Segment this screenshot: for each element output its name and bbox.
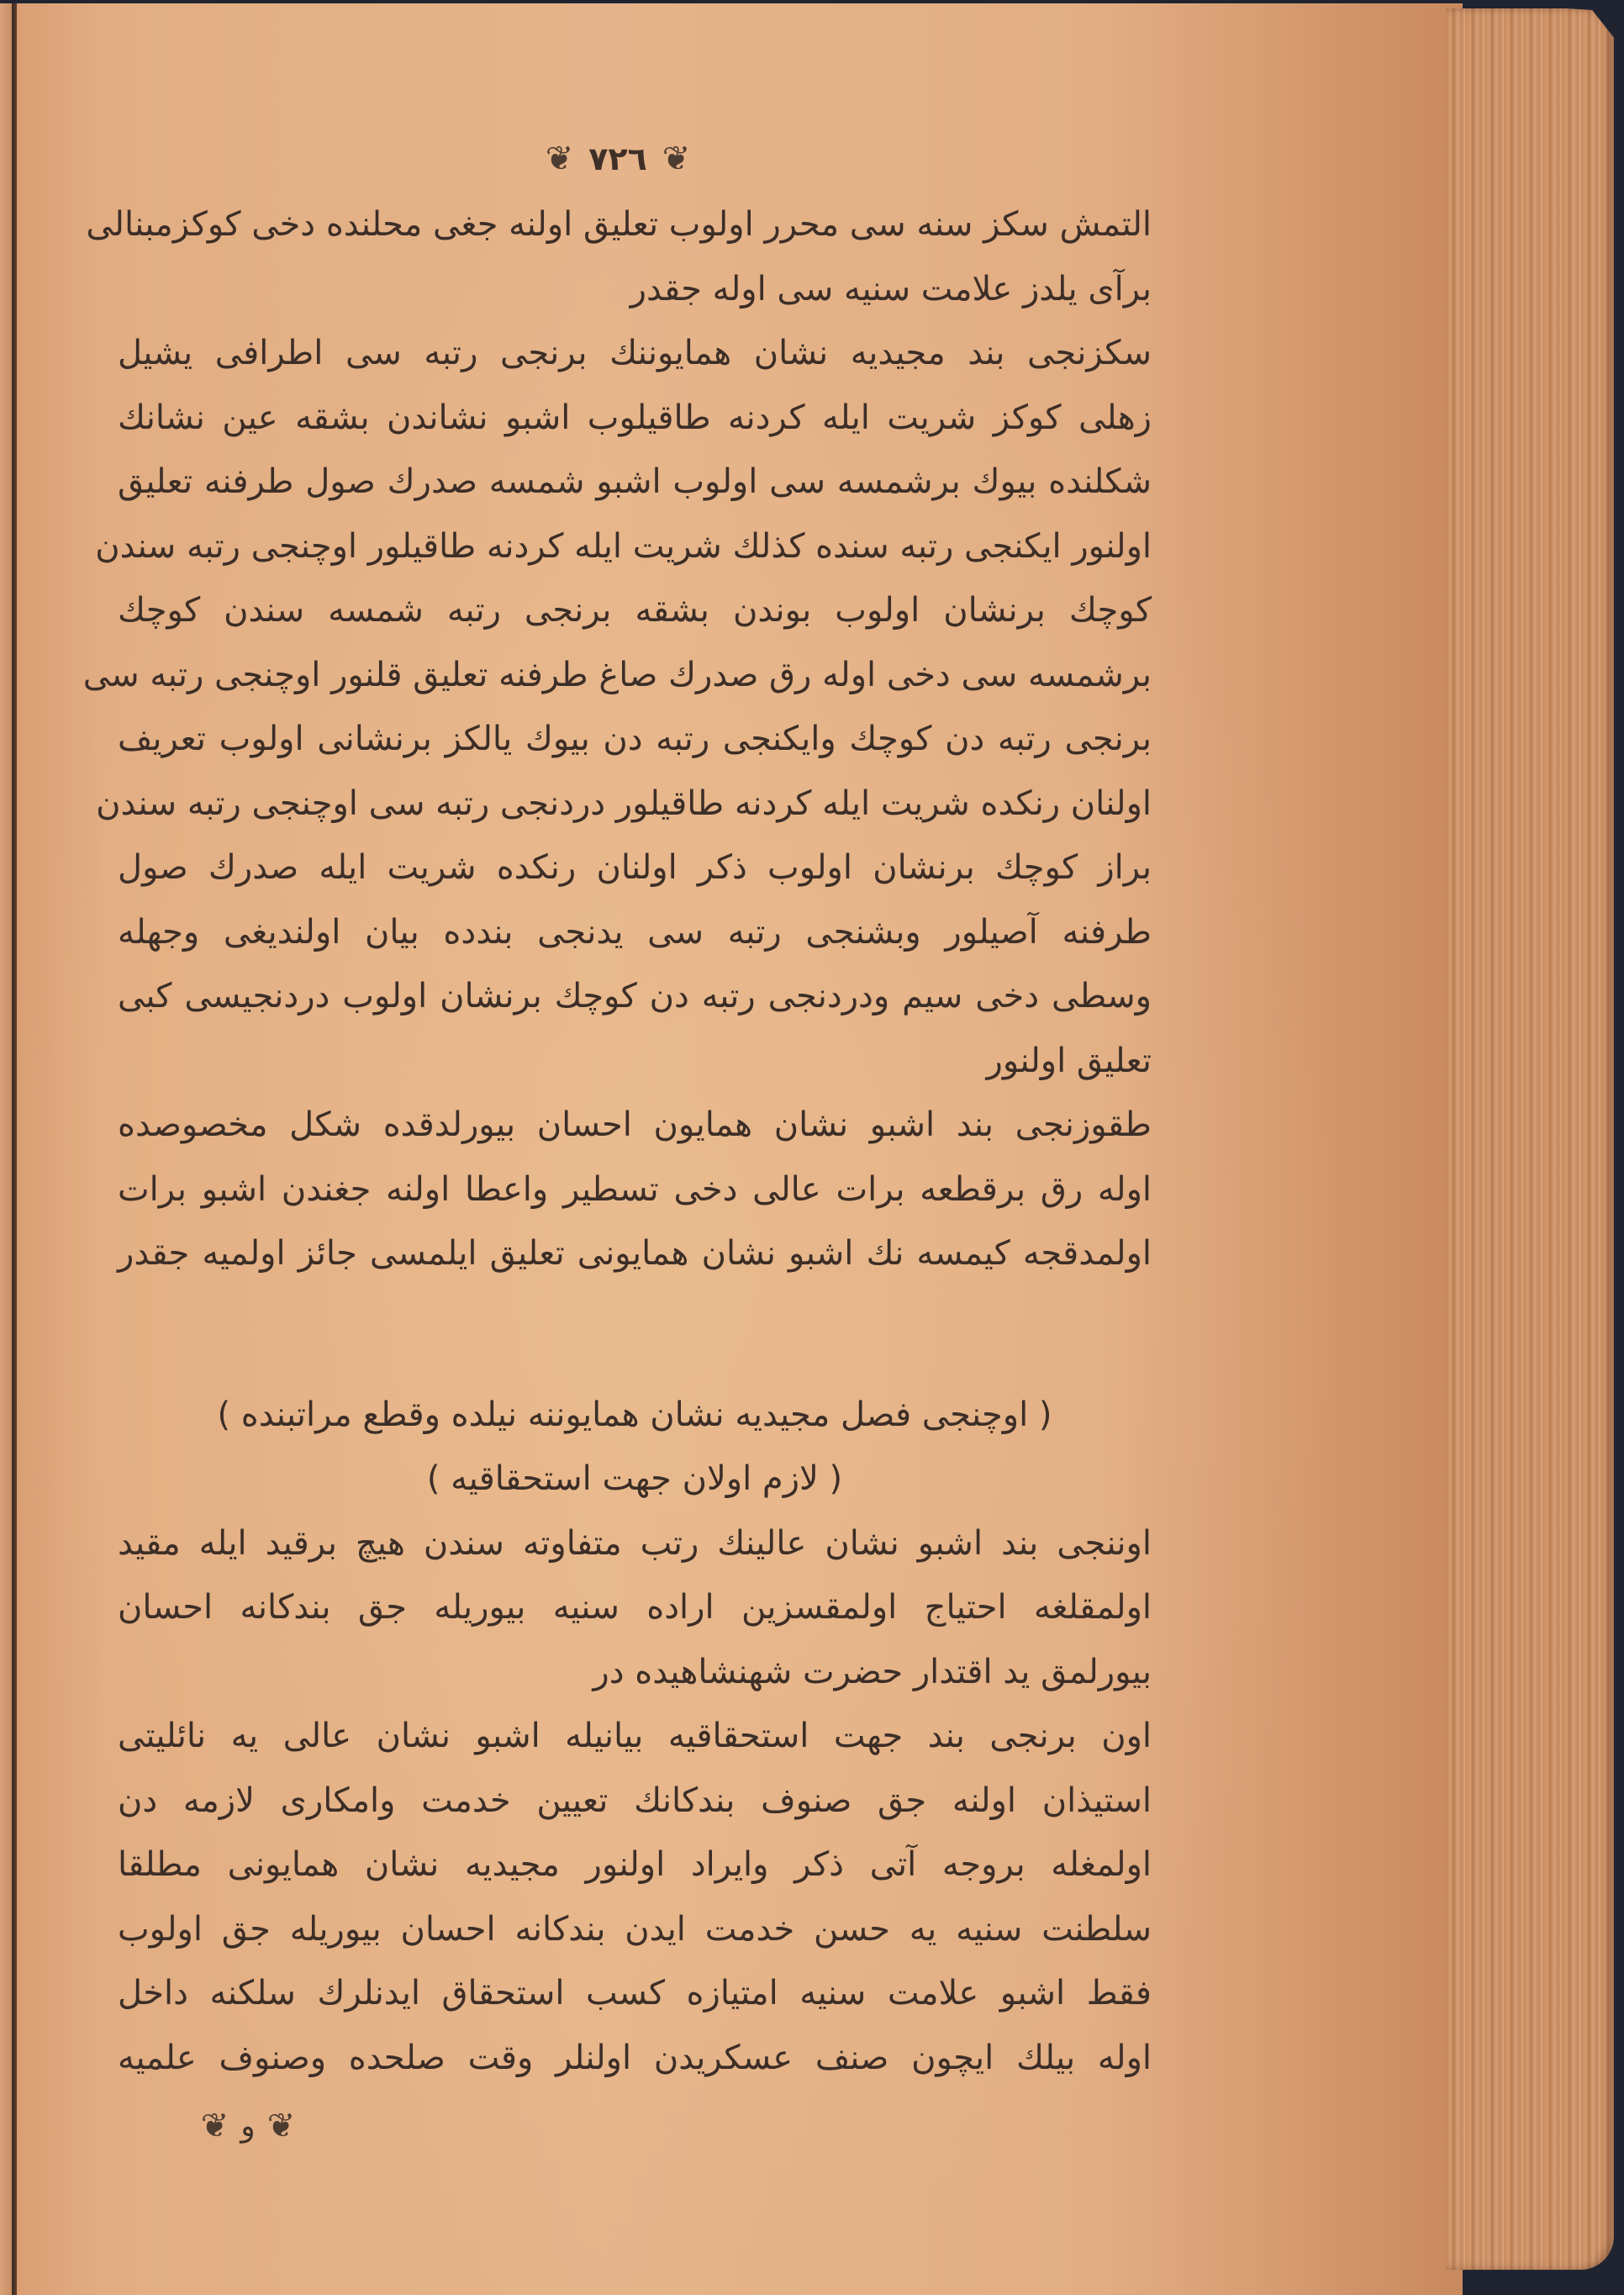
flower-ornament-icon: ❦ bbox=[200, 2107, 229, 2145]
text-line: اون برنجی بند جهت استحقاقیه بیانیله اشبو نشان عالی یه نائلیتی bbox=[118, 1717, 1152, 1755]
page-footer-catchword bbox=[185, 2097, 311, 2155]
text-line: طقوزنجی بند اشبو نشان همایون احسان بیورلدقده شکل مخصوصده bbox=[118, 1105, 1152, 1144]
section-heading-line: ( اوچنجی فصل مجیدیه نشان همایوننه نیلده وقطع مراتبنده ) bbox=[217, 1395, 1052, 1434]
section-heading bbox=[118, 1383, 1152, 1512]
text-line: اولمقلغه احتیاج اولمقسزین اراده سنیه بیوریله جق بندکانه احسان bbox=[118, 1588, 1152, 1627]
text-line: برنجی رتبه دن کوچك وایکنجی رتبه دن بیوك یالکز برنشانی اولوب تعریف bbox=[118, 720, 1152, 758]
text-line: استیذان اولنه جق صنوف بندکانك تعیین خدمت وامکاری لازمه دن bbox=[118, 1781, 1152, 1820]
text-line: براز کوچك برنشان اولوب ذکر اولنان رنکده شریت ایله صدرك صول bbox=[118, 848, 1152, 887]
catchword: و bbox=[240, 2108, 256, 2144]
text-line: برشمسه سی دخی اوله رق صدرك صاغ طرفنه تعلیق قلنور اوچنجی رتبه سی bbox=[82, 655, 1152, 694]
section-heading-line: ( لازم اولان جهت استحقاقیه ) bbox=[426, 1459, 843, 1498]
text-line: بیورلمق ید اقتدار حضرت شهنشاهیده در bbox=[593, 1652, 1152, 1691]
text-line: سلطنت سنیه یه حسن خدمت ایدن بندکانه احسان بیوریله جق اولوب bbox=[118, 1909, 1152, 1949]
paragraph-article-10 bbox=[118, 1512, 1152, 1705]
flower-ornament-icon: ❦ bbox=[266, 2107, 296, 2145]
text-line: اوله رق برقطعه برات عالی دخی تسطیر واعطا اولنه جغندن اشبو برات bbox=[118, 1169, 1152, 1209]
text-line: اوله بیلك ایچون صنف عسکریدن اولنلر وقت صلحده وصنوف علمیه bbox=[118, 2038, 1152, 2077]
text-line: اولمغله بروجه آتی ذکر وایراد اولنور مجیدیه نشان همایونی مطلقا bbox=[118, 1845, 1152, 1884]
text-line: اولنور ایکنجی رتبه سنده کذلك شریت ایله کردنه طاقیلور اوچنجی رتبه سندن bbox=[95, 526, 1152, 566]
stacked-page-edges bbox=[1446, 8, 1614, 2270]
facing-page-edge bbox=[0, 3, 12, 2295]
flower-ornament-icon: ❦ bbox=[662, 140, 691, 178]
text-line: زهلی کوکز شریت ایله کردنه طاقیلوب اشبو نشاندن بشقه عین نشانك bbox=[118, 398, 1152, 437]
text-line: اولمدقجه کیمسه نك اشبو نشان همایونی تعلیق ایلمسی جائز اولمیه جقدر bbox=[118, 1234, 1152, 1273]
text-line: شکلنده بیوك برشمسه سی اولوب اشبو شمسه صدرك صول طرفنه تعلیق bbox=[118, 462, 1152, 501]
paragraph-article-8 bbox=[82, 321, 1152, 1093]
text-line: فقط اشبو علامت سنیه امتیازه کسب استحقاق ایدنلرك سلکنه داخل bbox=[118, 1974, 1152, 2013]
book-page bbox=[17, 3, 1463, 2295]
section-spacer bbox=[118, 1286, 1152, 1383]
page-header bbox=[521, 129, 714, 188]
text-line: سکزنجی بند مجیدیه نشان همایوننك برنجی رتبه سی اطرافی یشیل bbox=[118, 334, 1152, 372]
page-number: ٧٢٦ bbox=[588, 140, 647, 177]
text-line: التمش سكز سنه سی محرر اولوب تعلیق اولنه جغی محلنده دخی کوکزمبنالی bbox=[86, 205, 1152, 244]
paragraph-article-9 bbox=[118, 1093, 1152, 1286]
page-body-text bbox=[82, 193, 1152, 2090]
text-line: اوننجی بند اشبو نشان عالینك رتب متفاوته سندن هیچ برقید ایله مقید bbox=[118, 1523, 1152, 1563]
flower-ornament-icon: ❦ bbox=[545, 140, 574, 178]
text-line: طرفنه آصیلور وبشنجی رتبه سی یدنجی بندده بیان اولندیغی وجهله bbox=[118, 912, 1152, 952]
text-line: اولنان رنکده شریت ایله کردنه طاقیلور دردنجی رتبه سی اوچنجی رتبه سندن bbox=[96, 783, 1152, 823]
text-line: وسطی دخی سیم ودردنجی رتبه دن کوچك برنشان اولوب دردنجیسی کبی bbox=[118, 977, 1152, 1016]
text-line: کوچك برنشان اولوب بوندن بشقه برنجی رتبه شمسه سندن کوچك bbox=[118, 591, 1152, 630]
text-line: برآی یلدز علامت سنیه سی اوله جقدر bbox=[630, 269, 1152, 309]
paragraph-article-11 bbox=[118, 1704, 1152, 2090]
text-line: تعلیق اولنور bbox=[986, 1041, 1152, 1080]
paragraph-1 bbox=[86, 193, 1152, 321]
